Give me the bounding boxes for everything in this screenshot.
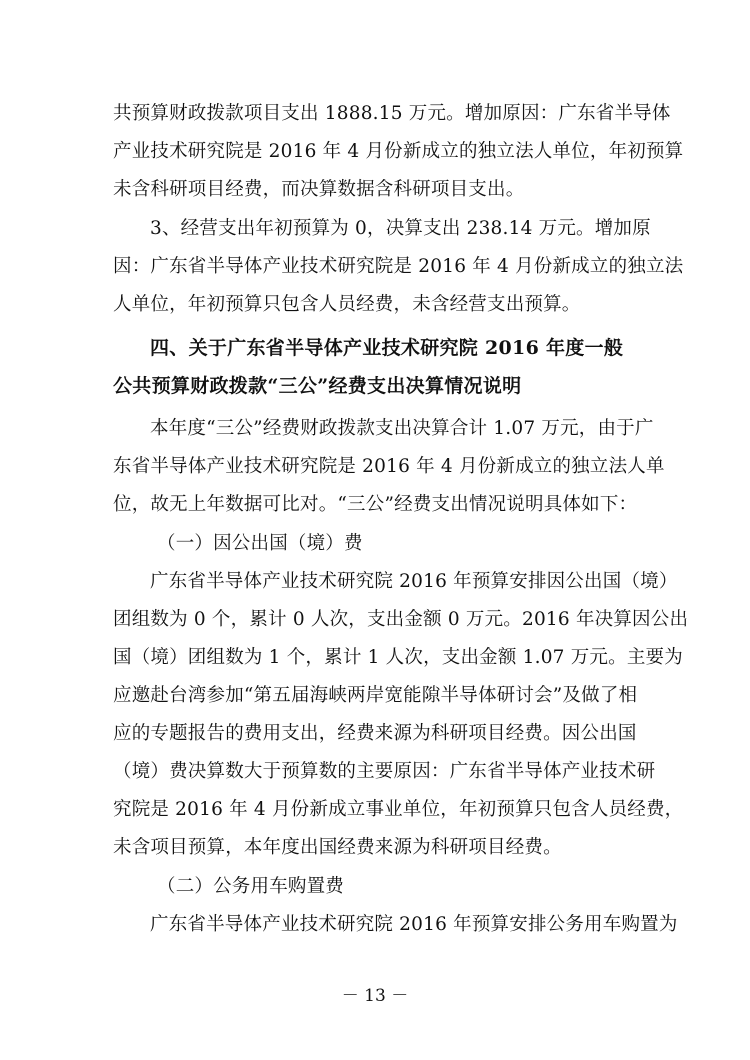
subsection-heading: （一）因公出国（境）费	[157, 533, 363, 554]
paragraph-line: 人单位，年初预算只包含人员经费，未含经营支出预算。	[113, 294, 581, 315]
page-number: － 13 －	[341, 986, 409, 1006]
paragraph-line: 东省半导体产业技术研究院是 2016 年 4 月份新成立的独立法人单	[113, 456, 665, 477]
paragraph-line: 产业技术研究院是 2016 年 4 月份新成立的独立法人单位，年初预算	[113, 141, 684, 162]
paragraph-line: 广东省半导体产业技术研究院 2016 年预算安排公务用车购置为	[150, 914, 678, 935]
section-heading: 四、关于广东省半导体产业技术研究院 2016 年度一般	[150, 337, 624, 359]
paragraph-line: 3、经营支出年初预算为 0，决算支出 238.14 万元。增加原	[150, 218, 651, 239]
paragraph-line: 因：广东省半导体产业技术研究院是 2016 年 4 月份新成立的独立法	[113, 256, 684, 277]
paragraph-line: 本年度“三公”经费财政拨款支出决算合计 1.07 万元，由于广	[150, 418, 654, 439]
paragraph-line: 应邀赴台湾参加“第五届海峡两岸宽能隙半导体研讨会”及做了相	[113, 685, 638, 706]
paragraph-line: 团组数为 0 个，累计 0 人次，支出金额 0 万元。2016 年决算因公出	[113, 609, 689, 630]
section-heading: 公共预算财政拨款“三公”经费支出决算情况说明	[113, 375, 522, 397]
paragraph-line: 共预算财政拨款项目支出 1888.15 万元。增加原因：广东省半导体	[113, 103, 671, 124]
paragraph-line: 国（境）团组数为 1 个，累计 1 人次，支出金额 1.07 万元。主要为	[113, 647, 683, 668]
paragraph-line: 未含项目预算，本年度出国经费来源为科研项目经费。	[113, 837, 562, 858]
paragraph-line: （境）费决算数大于预算数的主要原因：广东省半导体产业技术研	[113, 761, 656, 782]
paragraph-line: 应的专题报告的费用支出，经费来源为科研项目经费。因公出国	[113, 723, 637, 744]
subsection-heading: （二）公务用车购置费	[157, 876, 345, 897]
paragraph-line: 广东省半导体产业技术研究院 2016 年预算安排因公出国（境）	[150, 571, 678, 592]
paragraph-line: 未含科研项目经费，而决算数据含科研项目支出。	[113, 179, 525, 200]
paragraph-line: 究院是 2016 年 4 月份新成立事业单位，年初预算只包含人员经费，	[113, 799, 684, 820]
paragraph-line: 位，故无上年数据可比对。“三公”经费支出情况说明具体如下：	[113, 494, 638, 515]
